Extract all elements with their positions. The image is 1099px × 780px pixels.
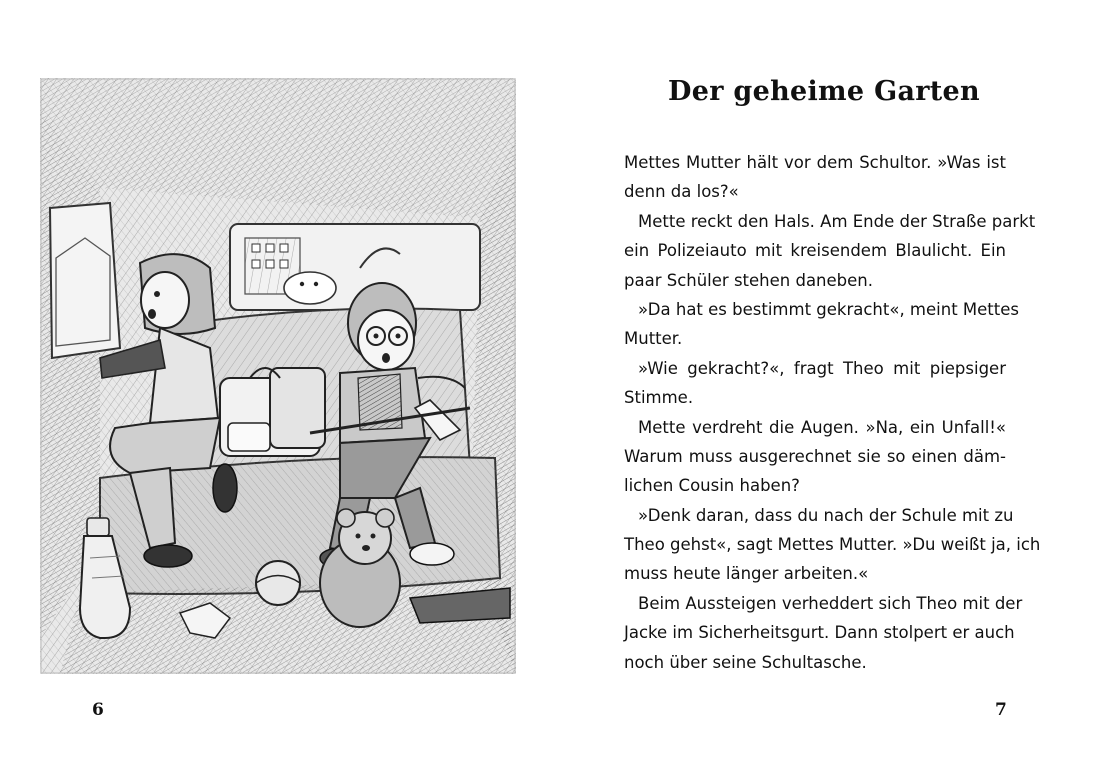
text-line: noch über seine Schultasche.	[624, 652, 867, 672]
text-line: Mette verdreht die Augen. »Na, ein Unfall!«	[638, 417, 1006, 437]
car-backseat-illustration	[40, 78, 516, 674]
text-line: denn da los?«	[624, 182, 739, 202]
text-line: muss heute länger arbeiten.«	[624, 564, 869, 584]
page-number-left: 6	[92, 700, 104, 720]
text-line: Mette reckt den Hals. Am Ende der Straße parkt	[638, 211, 1036, 231]
text-line: ein Polizeiauto mit kreisendem Blaulicht. Ein	[624, 241, 1006, 261]
left-page	[0, 0, 549, 780]
chapter-title: Der geheime Garten	[668, 76, 980, 107]
backpack-drawing	[220, 368, 325, 456]
text-line: paar Schüler stehen daneben.	[624, 270, 873, 290]
page-number-right: 7	[995, 700, 1007, 720]
right-page	[549, 0, 1099, 780]
text-line: Beim Aussteigen verheddert sich Theo mit der	[638, 593, 1023, 613]
story-text	[624, 148, 1041, 677]
text-line: Jacke im Sicherheitsgurt. Dann stolpert er auch	[624, 623, 1015, 643]
text-line: »Da hat es bestimmt gekracht«, meint Mettes	[638, 299, 1019, 319]
text-line: Mutter.	[624, 329, 683, 349]
text-line: »Wie gekracht?«, fragt Theo mit piepsiger	[638, 358, 1006, 378]
text-line: lichen Cousin haben?	[624, 476, 800, 496]
text-line: Theo gehst«, sagt Mettes Mutter. »Du weißt ja, ich	[624, 535, 1041, 555]
text-line: Warum muss ausgerechnet sie so einen däm-	[624, 446, 1006, 466]
text-line: Stimme.	[624, 388, 694, 408]
text-line: Mettes Mutter hält vor dem Schultor. »Was ist	[624, 153, 1006, 172]
text-line: »Denk daran, dass du nach der Schule mit zu	[638, 505, 1014, 525]
